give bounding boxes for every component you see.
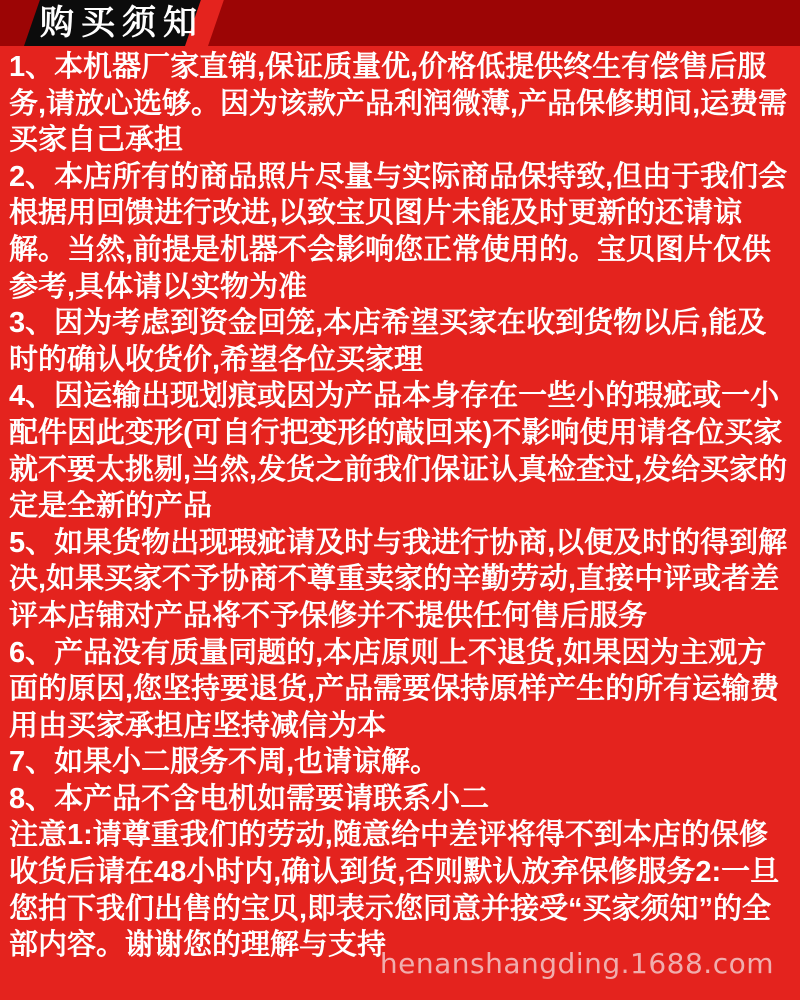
header-band [0,0,800,46]
notice-item-6: 6、产品没有质量同题的,本店原则上不退货,如果因为主观方面的原因,您坚持要退货,产品需要保持原样产生的所有运输费用由买家承担店坚持减信为本 [9,636,780,742]
notice-item-3: 3、因为考虑到资金回笼,本店希望买家在收到货物以后,能及时的确认收货价,希望各位买家理 [9,307,767,376]
notice-item-8: 8、本产品不含电机如需要请联系小二 [9,782,490,815]
notice-item-1: 1、本机器厂家直销,保证质量优,价格低提供终生有偿售后服务,请放心选够。因为该款产品利润微薄,产品保修期间,运费需买家自己承担 [9,51,788,157]
page-title: 购买须知 [40,4,204,42]
watermark-shop-url: henanshangding.1688.com [379,947,774,980]
notice-item-7: 7、如果小二服务不周,也请谅解。 [9,746,440,779]
notice-item-5: 5、如果货物出现瑕疵请及时与我进行协商,以便及时的得到解决,如果买家不予协商不尊重卖家的辛勤劳动,直接中评或者差评本店铺对产品将不予保修并不提供任何售后服务 [9,526,788,632]
notice-item-2: 2、本店所有的商品照片尽量与实际商品保持致,但由于我们会根据用回馈进行改进,以致宝贝图片未能及时更新的还请谅解。当然,前提是机器不会影响您正常使用的。宝贝图片仅供参考,具体请以实物为准 [9,160,788,303]
notice-item-4: 4、因运输出现划痕或因为产品本身存在一些小的瑕疵或一小配件因此变形(可自行把变形的敲回来)不影响使用请各位买家就不要太挑剔,当然,发货之前我们保证认真检查过,发给买家的定是全新的产品 [9,380,788,523]
notice-content [0,49,800,964]
notice-notes: 注意1:请尊重我们的劳动,随意给中差评将得不到本店的保修收货后请在48小时内,确认到货,否则默认放弃保修服务2:一旦您拍下我们出售的宝贝,即表示您同意并接受“买家须知”的全部内容。谢谢您的理解与支持 [9,819,780,962]
